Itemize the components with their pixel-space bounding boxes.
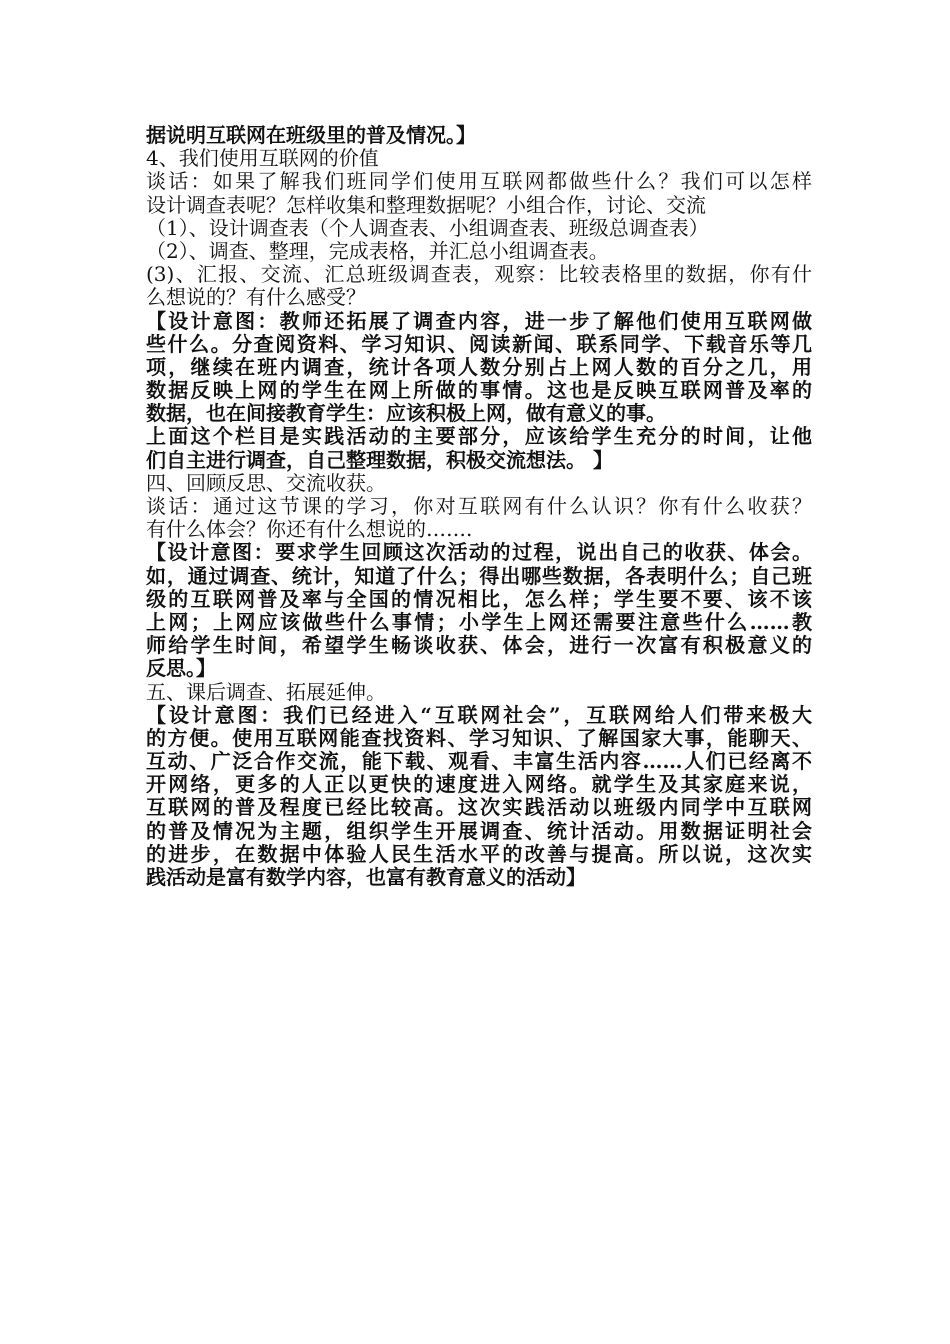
text-line: 据说明互联网在班级里的普及情况。】 xyxy=(146,124,476,147)
text-line: 4、我们使用互联网的价值 xyxy=(146,147,379,171)
text-line: 开网络，更多的人正以更快的速度进入网络。就学生及其家庭来说， xyxy=(146,773,812,797)
text-line: 如，通过调查、统计，知道了什么；得出哪些数据，各表明什么；自己班 xyxy=(146,564,812,588)
text-line: 数据反映上网的学生在网上所做的事情。这也是反映互联网普及率的 xyxy=(146,379,812,403)
text-line: 设计调查表呢？怎样收集和整理数据呢？小组合作，讨论、交流 xyxy=(146,193,706,217)
text-line: (3)、汇报、交流、汇总班级调查表，观察：比较表格里的数据，你有什 xyxy=(146,263,812,287)
text-line: 五、课后调查、拓展延伸。 xyxy=(146,680,386,704)
text-line: 互动、广泛合作交流，能下载、观看、丰富生活内容……人们已经离不 xyxy=(146,750,812,774)
text-line: 上网；上网应该做些什么事情；小学生上网还需要注意些什么……教 xyxy=(146,610,812,634)
text-line: 践活动是富有数学内容，也富有教育意义的活动】 xyxy=(146,866,586,889)
text-line: 上面这个栏目是实践活动的主要部分，应该给学生充分的时间，让他 xyxy=(146,425,812,449)
text-line: 【设计意图：我们已经进入“互联网社会”，互联网给人们带来极大 xyxy=(146,703,812,727)
text-line: 师给学生时间，希望学生畅谈收获、体会，进行一次富有积极意义的 xyxy=(146,634,812,658)
text-line: 的方便。使用互联网能查找资料、学习知识、了解国家大事，能聊天、 xyxy=(146,726,812,750)
text-line: 【设计意图：要求学生回顾这次活动的过程，说出自己的收获、体会。 xyxy=(146,541,812,565)
text-line: 数据，也在间接教育学生：应该积极上网，做有意义的事。 xyxy=(146,402,666,426)
text-line: （1）、设计调查表（个人调查表、小组调查表、班级总调查表） xyxy=(146,216,709,240)
text-line: 的进步，在数据中体验人民生活水平的改善与提高。所以说，这次实 xyxy=(146,842,812,866)
text-line: 四、回顾反思、交流收获。 xyxy=(146,471,386,495)
text-line: 谈话：如果了解我们班同学们使用互联网都做些什么？我们可以怎样 xyxy=(146,170,812,194)
text-line: （2）、调查、整理，完成表格，并汇总小组调查表。 xyxy=(146,239,609,263)
text-line: 有什么体会？你还有什么想说的……. xyxy=(146,518,473,542)
text-line: 互联网的普及程度已经比较高。这次实践活动以班级内同学中互联网 xyxy=(146,796,812,820)
document-body xyxy=(146,124,812,889)
text-line: 反思。】 xyxy=(146,657,216,681)
text-line: 么想说的？有什么感受？ xyxy=(146,286,366,310)
text-line: 级的互联网普及率与全国的情况相比，怎么样；学生要不要、该不该 xyxy=(146,587,812,611)
text-line: 谈话：通过这节课的学习，你对互联网有什么认识？你有什么收获？ xyxy=(146,495,812,518)
text-line: 【设计意图：教师还拓展了调查内容，进一步了解他们使用互联网做 xyxy=(146,309,812,333)
text-line: 项，继续在班内调查，统计各项人数分别占上网人数的百分之几，用 xyxy=(146,355,812,379)
document-page xyxy=(146,124,812,889)
text-line: 些什么。分查阅资料、学习知识、阅读新闻、联系同学、下载音乐等几 xyxy=(146,332,812,356)
text-line: 们自主进行调查，自己整理数据，积极交流想法。 】 xyxy=(146,448,613,472)
text-line: 的普及情况为主题，组织学生开展调查、统计活动。用数据证明社会 xyxy=(146,819,812,843)
